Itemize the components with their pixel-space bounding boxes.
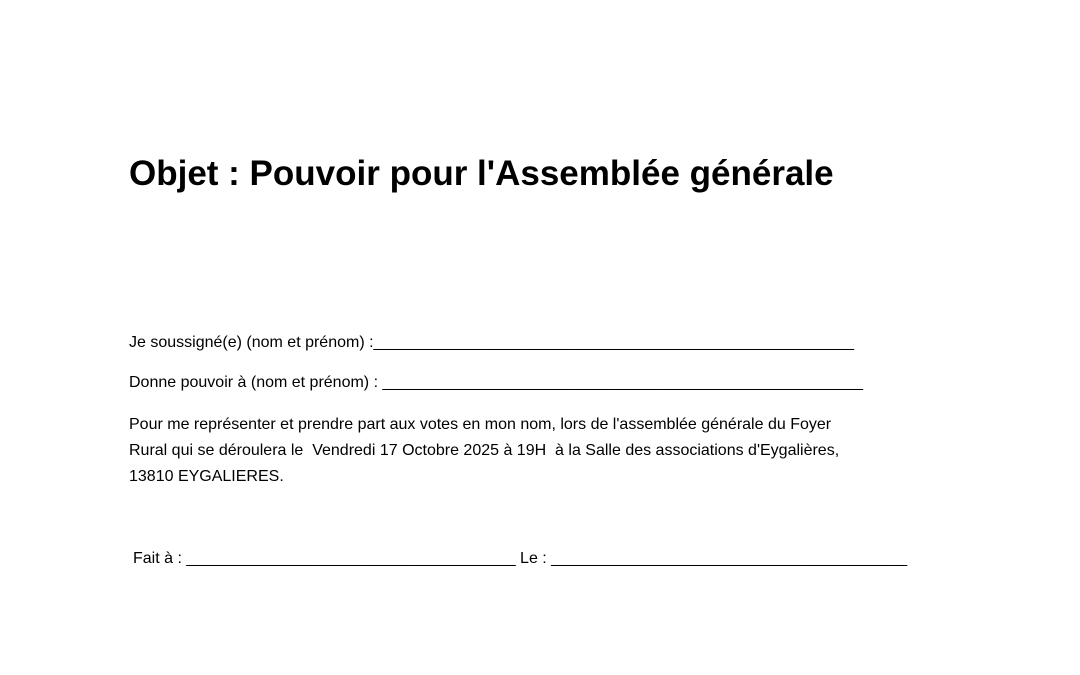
- donne-pouvoir-line: Donne pouvoir à (nom et prénom) : ______________________________________________________: [129, 374, 863, 391]
- fait-a-le-line: Fait à : _____________________________________ Le : ________________________________________: [133, 550, 908, 567]
- paragraph-line: Pour me représenter et prendre part aux votes en mon nom, lors de l'assemblée générale du Foyer: [129, 416, 832, 433]
- paragraph-line: Rural qui se déroulera le Vendredi 17 Octobre 2025 à 19H à la Salle des associations d'Eygalières,: [129, 442, 840, 459]
- soussigne-line: Je soussigné(e) (nom et prénom) :______________________________________________________: [129, 334, 855, 351]
- representation-paragraph: [129, 412, 959, 490]
- document-title: Objet : Pouvoir pour l'Assemblée générale: [129, 154, 834, 193]
- paragraph-line: 13810 EYGALIERES.: [129, 468, 284, 485]
